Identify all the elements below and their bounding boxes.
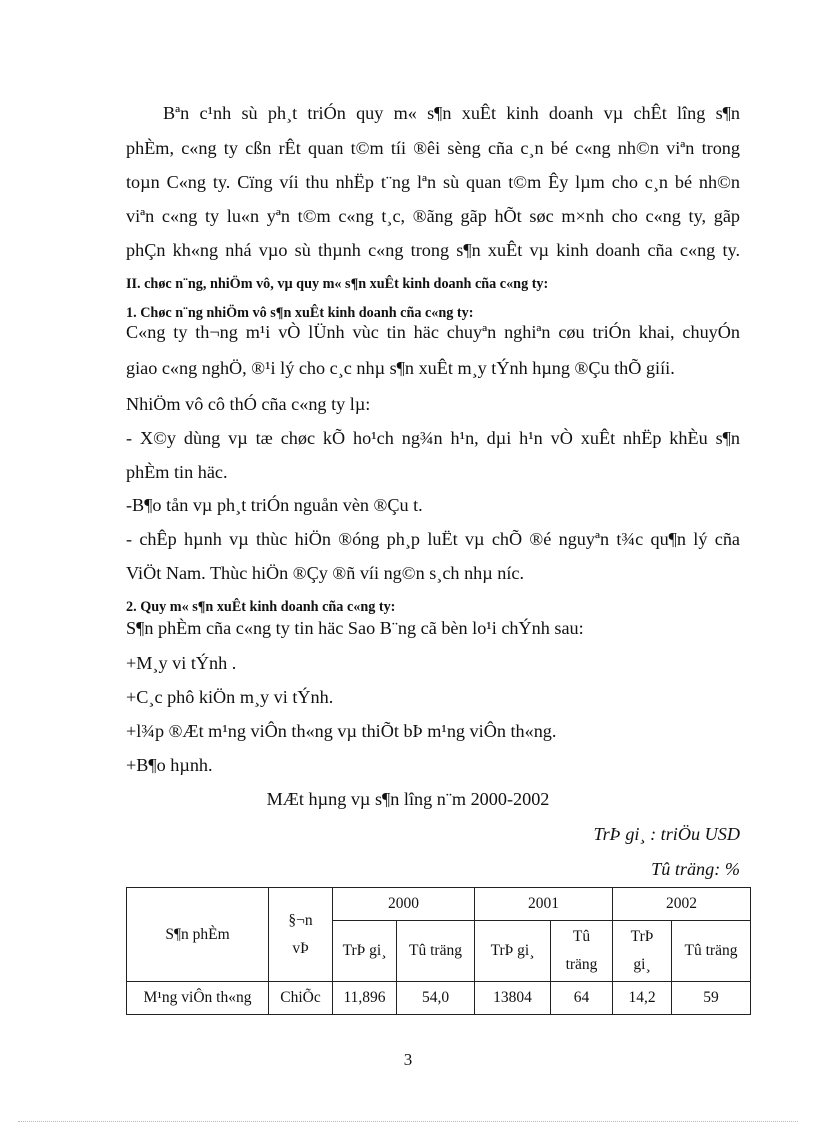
table-row <box>127 982 751 1015</box>
subheader-value-2002 <box>613 921 672 982</box>
text-line: Bªn c¹nh sù ph¸t triÓn quy m« s¶n xuÊt kinh doanh vµ chÊt lîng s¶n <box>163 103 740 123</box>
text-line: C«ng ty th¬ng m¹i vÒ lÜnh vùc tin häc chuyªn nghiªn cøu triÓn khai, chuyÓn <box>126 322 740 342</box>
text-line: ViÖt Nam. Thùc hiÖn ®Çy ®ñ víi ng©n s¸ch nhµ níc. <box>126 563 525 583</box>
cell-unit: ChiÕc <box>269 982 333 1015</box>
subheader-share-2001-line1: Tû <box>572 928 591 945</box>
text-line: +C¸c phô kiÖn m¸y vi tÝnh. <box>126 687 334 707</box>
subsection-heading: 1. Chøc n¨ng nhiÖm vô s¶n xuÊt kinh doanh cña c«ng ty: <box>126 305 474 321</box>
table-unit-share: Tû träng: % <box>651 859 740 879</box>
text-line: +B¶o hµnh. <box>126 755 213 775</box>
text-line: phÇn kh«ng nhá vµo sù thµnh c«ng trong s¶n xuÊt vµ kinh doanh cña c«ng ty. <box>126 240 740 260</box>
subheader-value-2002-line1: TrÞ <box>630 928 654 945</box>
subheader-value-2001: TrÞ gi¸ <box>475 921 551 982</box>
text-line: giao c«ng nghÖ, ®¹i lý cho c¸c nhµ s¶n xuÊt m¸y tÝnh hµng ®Çu thÕ giíi. <box>126 358 675 378</box>
subsection-heading: 2. Quy m« s¶n xuÊt kinh doanh cña c«ng ty: <box>126 599 396 615</box>
text-line: NhiÖm vô cô thÓ cña c«ng ty lµ: <box>126 394 371 414</box>
table-title: MÆt hµng vµ s¶n lîng n¨m 2000-2002 <box>266 789 550 809</box>
header-unit <box>269 888 333 982</box>
text-line: -B¶o tån vµ ph¸t triÓn nguån vèn ®Çu t. <box>126 495 423 515</box>
cell-share-2001: 64 <box>551 982 613 1015</box>
header-year-2001: 2001 <box>475 888 613 921</box>
product-output-table <box>126 887 751 1015</box>
page-number: 3 <box>403 1050 413 1069</box>
subheader-value-2002-line2: gi¸ <box>633 956 651 973</box>
cell-value-2002: 14,2 <box>613 982 672 1015</box>
cell-share-2002: 59 <box>672 982 751 1015</box>
page-footer-divider <box>18 1121 798 1122</box>
header-year-2000: 2000 <box>333 888 475 921</box>
cell-product: M¹ng viÔn th«ng <box>127 982 269 1015</box>
table-unit-value: TrÞ gi¸ : triÖu USD <box>593 824 740 844</box>
text-line: viªn c«ng ty lu«n yªn t©m c«ng t¸c, ®ãng gãp hÕt søc m×nh cho c«ng ty, gãp <box>126 206 740 226</box>
text-line: toµn C«ng ty. Cïng víi thu nhËp t¨ng lªn sù quan t©m Êy lµm cho c¸n bé nh©n <box>126 172 740 192</box>
subheader-share-2000: Tû träng <box>397 921 475 982</box>
text-line: phÈm, c«ng ty cßn rÊt quan t©m tíi ®êi sèng cña c¸n bé c«ng nh©n viªn trong <box>126 138 740 158</box>
section-heading: II. chøc n¨ng, nhiÖm vô, vµ quy m« s¶n xuÊt kinh doanh cña c«ng ty: <box>126 276 549 292</box>
cell-share-2000: 54,0 <box>397 982 475 1015</box>
cell-value-2000: 11,896 <box>333 982 397 1015</box>
cell-value-2001: 13804 <box>475 982 551 1015</box>
text-line: +M¸y vi tÝnh . <box>126 653 237 673</box>
header-unit-line1: §¬n <box>288 911 313 929</box>
header-unit-line2: vÞ <box>292 939 309 957</box>
table-header-row <box>127 888 751 921</box>
text-line: - X©y dùng vµ tæ chøc kÕ ho¹ch ng¾n h¹n, dµi h¹n vÒ xuÊt nhËp khÈu s¶n <box>126 428 740 448</box>
subheader-share-2001 <box>551 921 613 982</box>
text-line: phÈm tin häc. <box>126 462 228 482</box>
subheader-share-2002: Tû träng <box>672 921 751 982</box>
subheader-value-2000: TrÞ gi¸ <box>333 921 397 982</box>
text-line: S¶n phÈm cña c«ng ty tin häc Sao B¨ng cã bèn lo¹i chÝnh sau: <box>126 618 584 638</box>
text-line: +l¾p ®Æt m¹ng viÔn th«ng vµ thiÕt bÞ m¹ng viÔn th«ng. <box>126 721 557 741</box>
header-year-2002: 2002 <box>613 888 751 921</box>
header-product: S¶n phÈm <box>127 888 269 982</box>
text-line: - chÊp hµnh vµ thùc hiÖn ®óng ph¸p luËt vµ chÕ ®é nguyªn t¾c qu¶n lý cña <box>126 529 740 549</box>
subheader-share-2001-line2: träng <box>565 956 598 973</box>
